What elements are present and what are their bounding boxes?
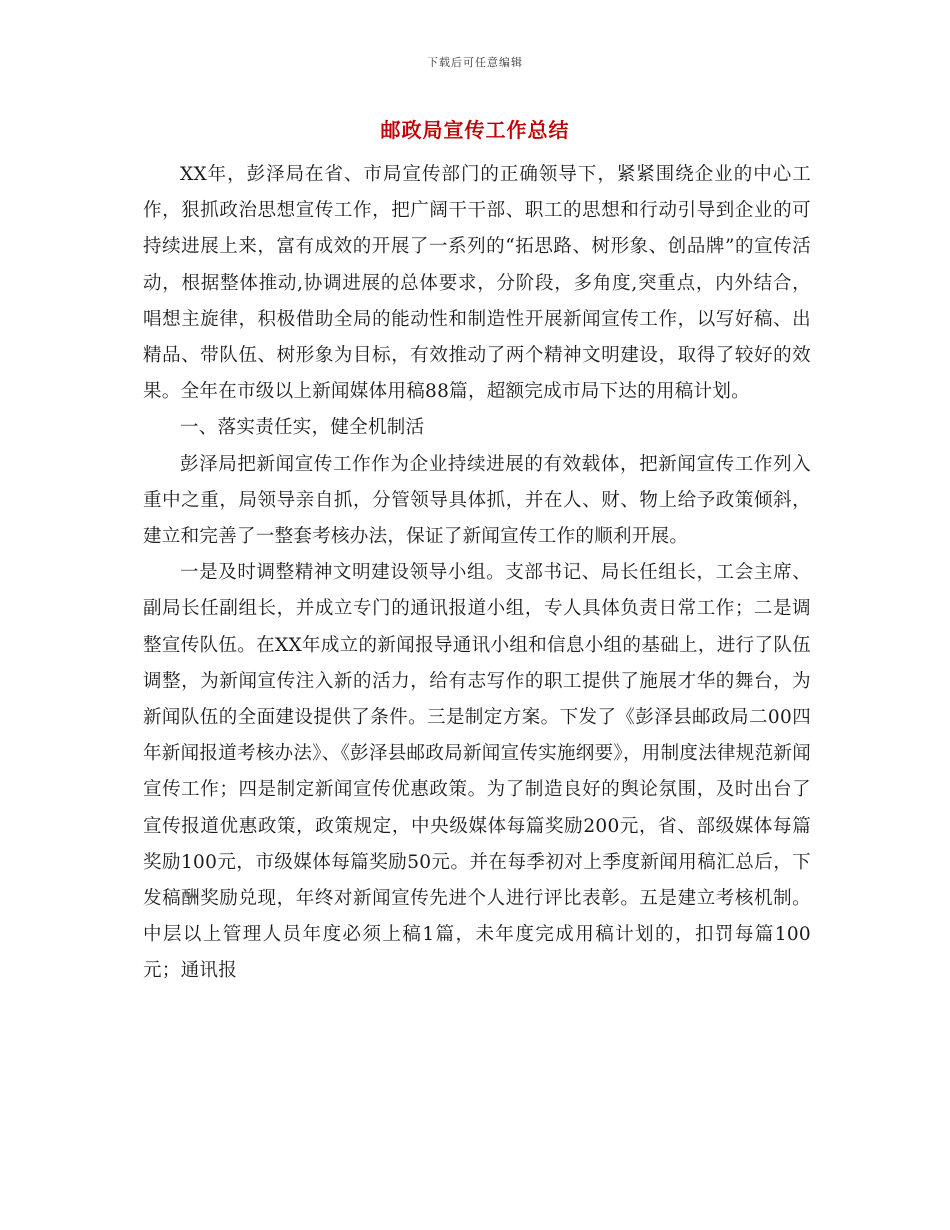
document-body: [143, 157, 811, 990]
header-note: 下载后可任意编辑: [427, 56, 523, 69]
paragraph-section-1: 彭泽局把新闻宣传工作作为企业持续进展的有效载体，把新闻宣传工作列入重中之重，局领导亲自抓，分管领导具体抓，并在人、财、物上给予政策倾斜，建立和完善了一整套考核办法，保证了新闻宣传工作的顺利开展。: [143, 453, 811, 548]
document-title: 邮政局宣传工作总结: [380, 118, 570, 142]
paragraph-measures: 一是及时调整精神文明建设领导小组。支部书记、局长任组长，工会主席、副局长任副组长，并成立专门的通讯报道小组，专人具体负责日常工作；二是调整宣传队伍。在XX年成立的新闻报导通讯小组和信息小组的基础上，进行了队伍调整，为新闻宣传注入新的活力，给有志写作的职工提供了施展才华的舞台，为新闻队伍的全面建设提供了条件。三是制定方案。下发了《彭泽县邮政局二00四年新闻报道考核办法》、《彭泽县邮政局新闻宣传实施纲要》，用制度法律规范新闻宣传工作；四是制定新闻宣传优惠政策。为了制造良好的舆论氛围，及时出台了宣传报道优惠政策，政策规定，中央级媒体每篇奖励200元，省、部级媒体每篇奖励100元，市级媒体每篇奖励50元。并在每季初对上季度新闻用稿汇总后，下发稿酬奖励兑现，年终对新闻宣传先进个人进行评比表彰。五是建立考核机制。中层以上管理人员年度必须上稿1篇，未年度完成用稿计划的，扣罚每篇100元；通讯报: [143, 562, 811, 982]
paragraph-intro: XX年，彭泽局在省、市局宣传部门的正确领导下，紧紧围绕企业的中心工作，狠抓政治思想宣传工作，把广阔干干部、职工的思想和行动引导到企业的可持续进展上来，富有成效的开展了一系列的“拓思路、树形象、创品牌”的宣传活动，根据整体推动,协调进展的总体要求，分阶段，多角度,突重点，内外结合，唱想主旋律，积极借助全局的能动性和制造性开展新闻宣传工作，以写好稿、出精品、带队伍、树形象为目标，有效推动了两个精神文明建设，取得了较好的效果。全年在市级以上新闻媒体用稿88篇，超额完成市局下达的用稿计划。: [143, 164, 811, 403]
section-heading-1: 一、落实责任实，健全机制活: [180, 417, 425, 439]
